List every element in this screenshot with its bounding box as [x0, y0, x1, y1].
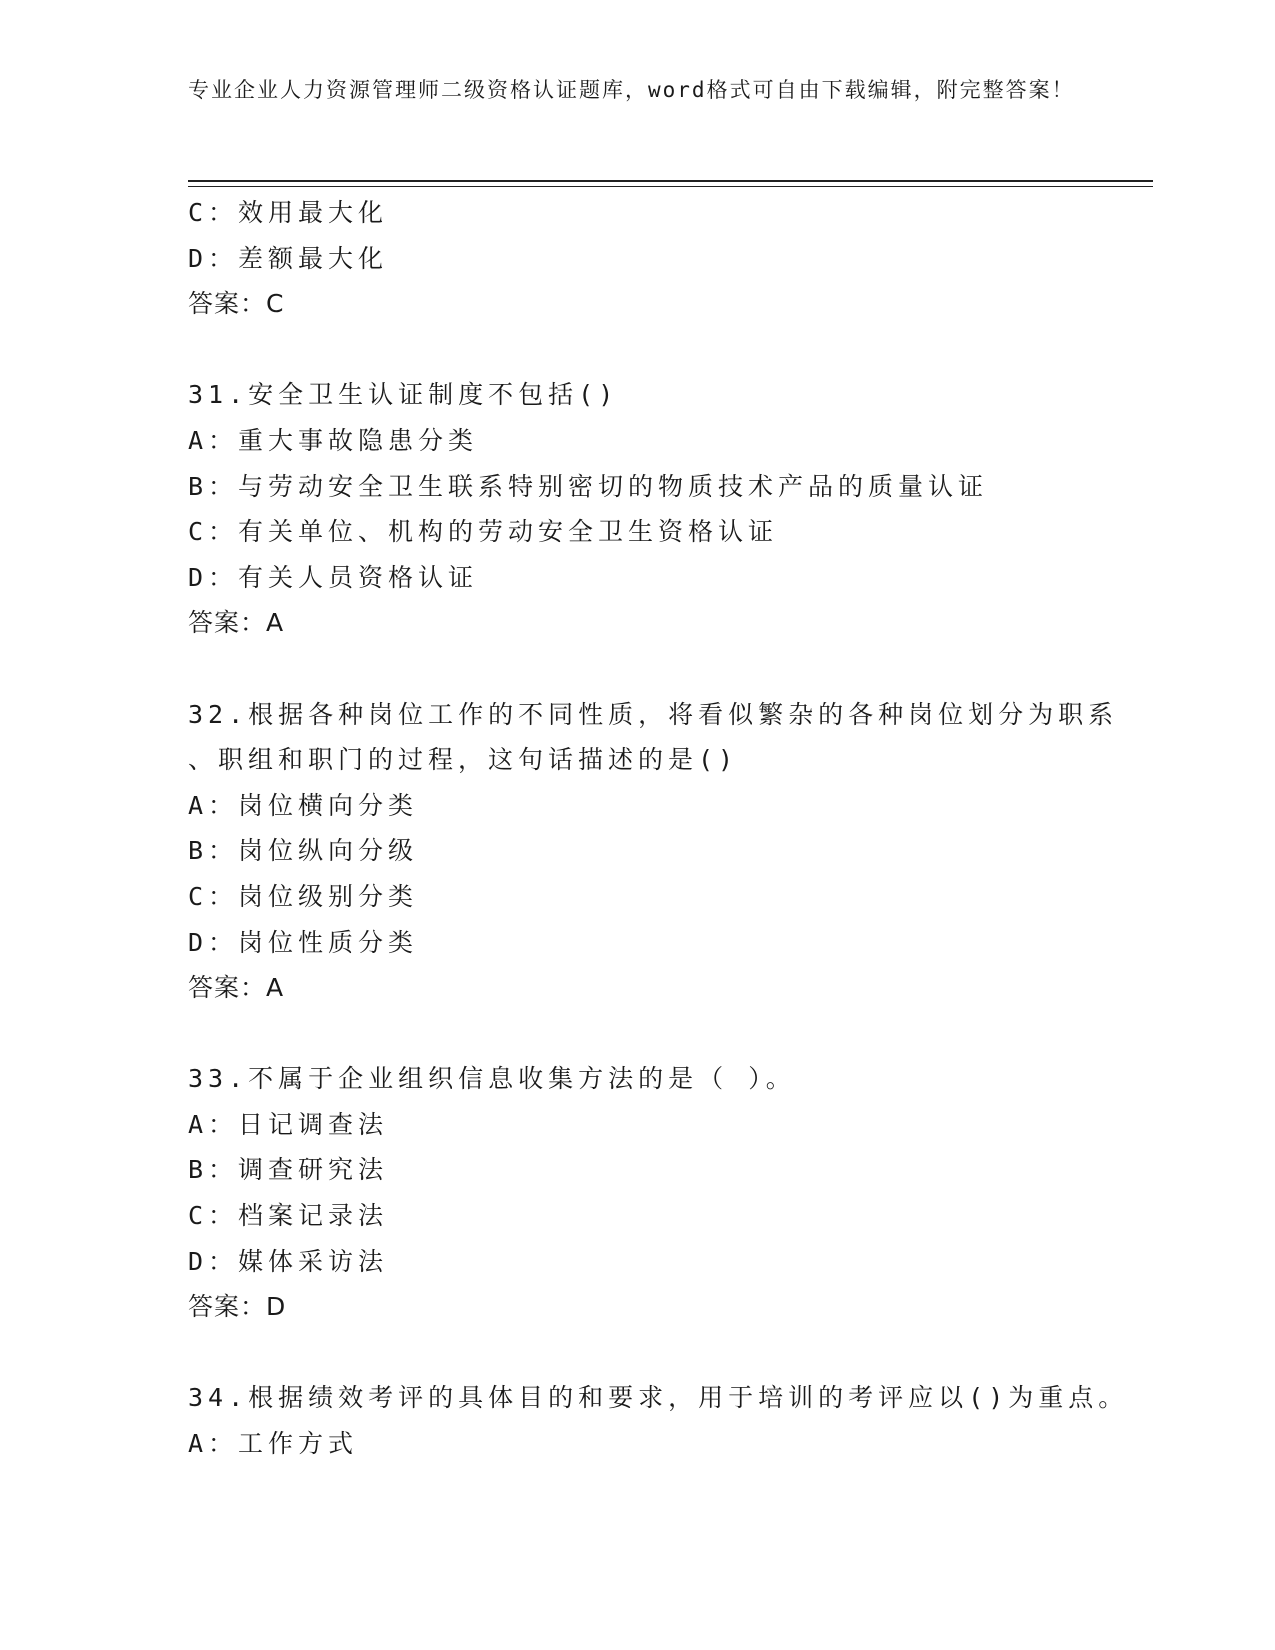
option-line: D：有关人员资格认证	[188, 562, 479, 592]
answer-line: 答案：C	[188, 289, 285, 319]
carryover-block	[188, 190, 1128, 327]
option-line: B：与劳动安全卫生联系特别密切的物质技术产品的质量认证	[188, 471, 989, 501]
document-header: 专业企业人力资源管理师二级资格认证题库，word格式可自由下载编辑，附完整答案！	[188, 78, 1075, 102]
question-text: 34.根据绩效考评的具体目的和要求，用于培训的考评应以()为重点。	[188, 1383, 1129, 1413]
option-line: B：调查研究法	[188, 1155, 389, 1185]
answer-line: 答案：A	[188, 608, 285, 638]
option-line: D：岗位性质分类	[188, 927, 419, 957]
answer-line: 答案：A	[188, 973, 285, 1003]
spacer	[188, 646, 1128, 692]
option-line: C：岗位级别分类	[188, 881, 419, 911]
option-line: A：重大事故隐患分类	[188, 425, 479, 455]
option-line: C：效用最大化	[188, 198, 389, 227]
option-line: C：档案记录法	[188, 1201, 389, 1231]
option-line: A：日记调查法	[188, 1109, 389, 1139]
option-line: B：岗位纵向分级	[188, 836, 419, 866]
question-33	[188, 1056, 1128, 1330]
question-32	[188, 692, 1128, 1011]
question-31	[188, 372, 1128, 646]
header-divider-thick	[188, 180, 1153, 182]
option-line: C：有关单位、机构的劳动安全卫生资格认证	[188, 517, 779, 547]
spacer	[188, 1011, 1128, 1057]
question-text: 33.不属于企业组织信息收集方法的是（ ）。	[188, 1064, 796, 1094]
option-line: D：差额最大化	[188, 243, 389, 273]
question-34	[188, 1375, 1128, 1466]
option-line: D：媒体采访法	[188, 1246, 389, 1276]
question-content	[188, 190, 1128, 1467]
option-line: A：岗位横向分类	[188, 790, 419, 820]
spacer	[188, 327, 1128, 373]
question-text-continued: 、职组和职门的过程，这句话描述的是()	[188, 745, 739, 775]
question-text: 31.安全卫生认证制度不包括()	[188, 380, 619, 410]
answer-line: 答案：D	[188, 1292, 287, 1322]
spacer	[188, 1330, 1128, 1376]
question-text: 32.根据各种岗位工作的不同性质，将看似繁杂的各种岗位划分为职系	[188, 699, 1119, 729]
option-line: A：工作方式	[188, 1429, 359, 1459]
header-divider-thin	[188, 186, 1153, 187]
